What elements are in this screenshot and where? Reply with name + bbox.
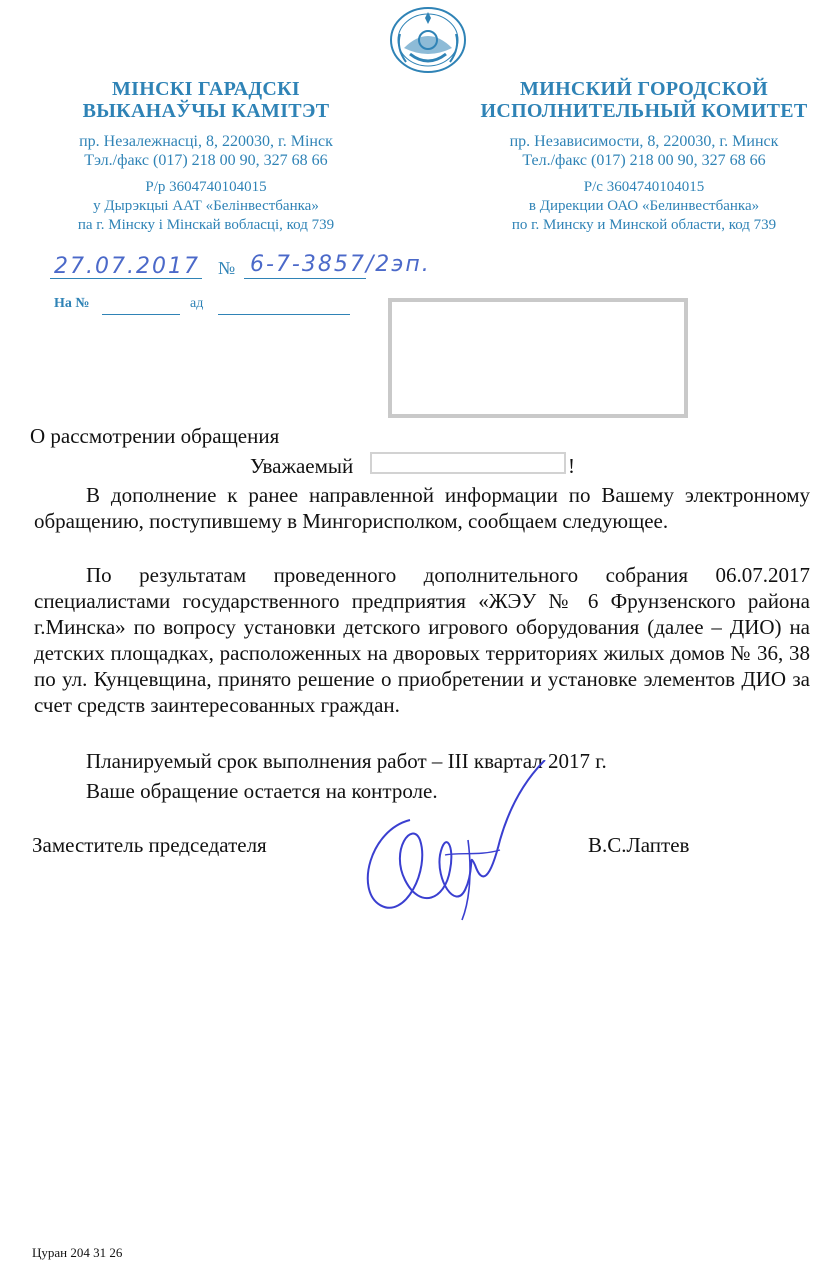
org-name-ru-line2: ИСПОЛНИТЕЛЬНЫЙ КОМИТЕТ: [480, 100, 808, 122]
handwritten-signature: [350, 760, 560, 930]
executor-note: Цуран 204 31 26: [32, 1245, 123, 1260]
letter-subject: О рассмотрении обращения: [30, 424, 280, 448]
letter-number: 6-7-3857/2эп.: [250, 252, 431, 277]
org-name-ru-line1: МИНСКИЙ ГОРОДСКОЙ: [520, 78, 768, 100]
org-name-be-line2: ВЫКАНАЎЧЫ КАМІТЭТ: [82, 100, 330, 122]
account-be: Р/р 3604740104015: [145, 179, 267, 195]
belarus-coat-of-arms-icon: [386, 4, 470, 74]
paragraph-3: Планируемый срок выполнения работ – III квартал 2017 г.: [86, 749, 607, 773]
number-sign: №: [218, 258, 236, 278]
header-left: [36, 78, 376, 235]
signatory-position: Заместитель председателя: [32, 833, 267, 857]
paragraph-1: В дополнение к ранее направленной информации по Вашему электронному обращению, поступившему в Мингорисполком, сообщаем следующее.: [34, 483, 810, 533]
redacted-recipient-name: [370, 452, 566, 474]
signatory-name: В.С.Лаптев: [588, 833, 690, 857]
address-be: пр. Незалежнасці, 8, 220030, г. Мінск: [79, 133, 333, 150]
bank-be-line2: па г. Мінску і Мінскай вобласці, код 739: [77, 217, 335, 233]
reply-to-label: На №: [54, 296, 90, 311]
bank-ru-line1: в Дирекции ОАО «Белинвестбанка»: [528, 198, 760, 214]
paragraph-2: По результатам проведенного дополнительного собрания 06.07.2017 специалистами государственного предприятия «ЖЭУ № 6 Фрунзенского района г.Минска» по вопросу установки детского игрового оборудования (далее – ДИО) на детских площадках, расположенных на дворовых территориях жилых домов № 36, 38 по ул. Кунцевщина, принято решение о приобретении и установке элементов ДИО за счет средств заинтересованных граждан.: [34, 563, 810, 717]
number-underline: [244, 278, 366, 279]
reply-date-line: [218, 314, 350, 315]
letter-date: 27.07.2017: [54, 254, 200, 279]
header-right: [464, 78, 824, 235]
reply-date-label: ад: [190, 296, 204, 311]
paragraph-4: Ваше обращение остается на контроле.: [86, 779, 438, 803]
phone-ru: Тел./факс (017) 218 00 90, 327 68 66: [522, 152, 766, 169]
redacted-recipient-address: [388, 298, 688, 418]
org-name-be-line1: МІНСКІ ГАРАДСКІ: [111, 78, 301, 100]
reply-number-line: [102, 314, 180, 315]
date-underline: [50, 278, 202, 279]
address-ru: пр. Независимости, 8, 220030, г. Минск: [509, 133, 779, 150]
greeting: Уважаемый: [250, 454, 354, 478]
bank-be-line1: у Дырэкцыі ААТ «Белінвестбанка»: [93, 198, 319, 214]
greeting-exclamation: !: [568, 454, 575, 478]
phone-be: Тэл./факс (017) 218 00 90, 327 68 66: [84, 152, 328, 169]
account-ru: Р/с 3604740104015: [583, 179, 705, 195]
bank-ru-line2: по г. Минску и Минской области, код 739: [511, 217, 777, 233]
